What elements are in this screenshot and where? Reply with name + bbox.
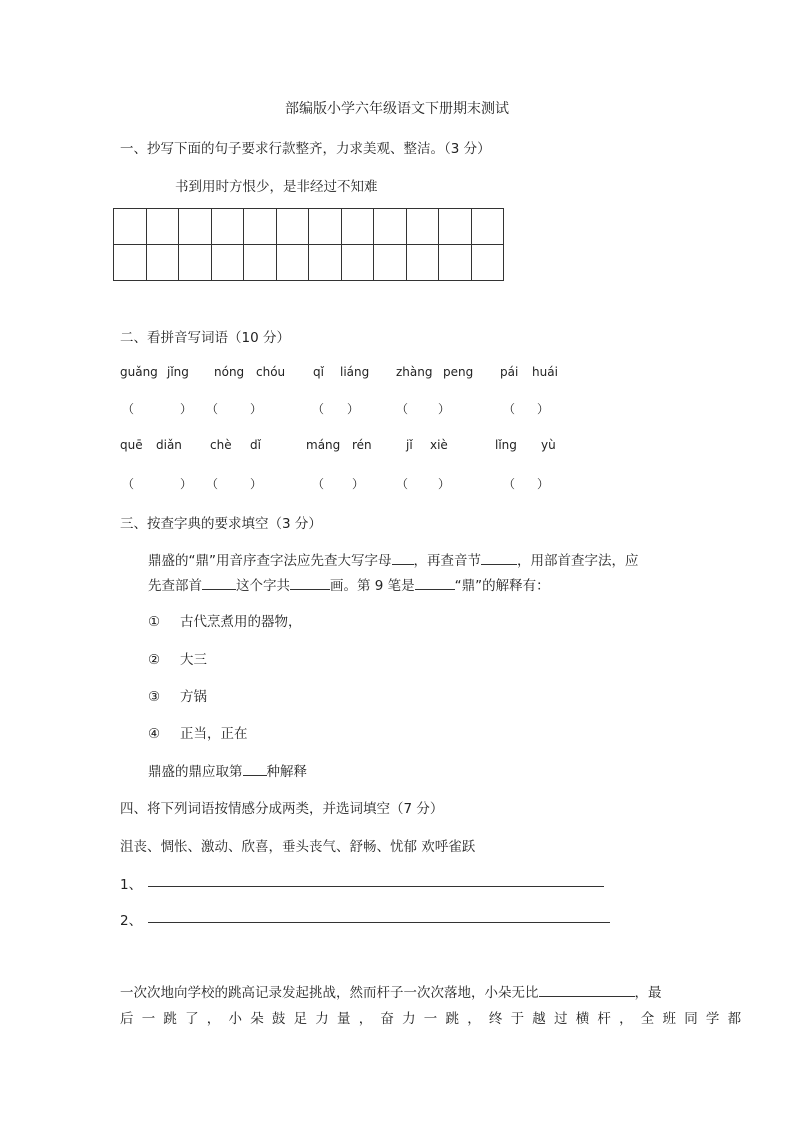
grid-row [114,209,504,245]
q3-heading: 三、按查字典的要求填空（3 分） [120,516,322,532]
grid-cell[interactable] [406,209,439,245]
passage-line-2: 后一跳了，小朵鼓足力量，奋力一跳，终于越过横杆，全班同学都 [120,1011,750,1027]
q4-word-list: 沮丧、惆怅、激动、欣喜，垂头丧气、舒畅、忧郁 欢呼雀跃 [120,839,476,855]
writing-grid[interactable] [113,208,504,281]
q3-text: ，用部首查字法，应 [517,553,639,569]
q3-text: 先查部首 [148,578,202,594]
answer-paren-close: ） [250,477,263,491]
answer-paren-close: ） [352,477,365,491]
answer-line-2[interactable] [148,922,610,923]
answer-paren-open: （ [122,402,135,416]
answer-paren-open: （ [396,402,409,416]
answer-paren-open: （ [206,477,219,491]
definition-option [148,685,207,705]
answer-paren-open: （ [503,477,516,491]
pinyin-syllable: chè [210,438,232,452]
grid-cell[interactable] [309,245,342,281]
pinyin-syllable: jǐng [167,365,189,379]
page-title: 部编版小学六年级语文下册期末测试 [285,101,509,117]
pinyin-syllable: qǐ [313,365,324,379]
answer-paren-open: （ [312,477,325,491]
answer-paren-close: ） [438,402,451,416]
grid-cell[interactable] [374,209,407,245]
pinyin-syllable: xiè [430,438,448,452]
answer-paren-open: （ [206,402,219,416]
grid-cell[interactable] [114,209,147,245]
grid-cell[interactable] [406,245,439,281]
q3-line-1 [148,549,639,569]
q3-text: 鼎盛的“鼎”用音序查字法应先查大写字母 [148,553,392,569]
blank-definition-number[interactable] [243,761,267,776]
grid-cell[interactable] [211,245,244,281]
option-number: ② [148,652,161,668]
grid-cell[interactable] [179,209,212,245]
pinyin-syllable: yù [541,438,556,452]
grid-cell[interactable] [276,209,309,245]
answer-label-2: 2、 [120,913,143,929]
q3-line-2 [148,574,550,594]
pinyin-syllable: quē [120,438,143,452]
answer-paren-close: ） [438,477,451,491]
blank-passage[interactable] [539,982,635,997]
option-text: 方锅 [180,689,207,705]
answer-line-1[interactable] [148,886,604,887]
grid-cell[interactable] [374,245,407,281]
pinyin-syllable: pái [500,365,519,379]
q3-text: 种解释 [266,764,307,780]
answer-paren-open: （ [312,402,325,416]
answer-paren-close: ） [180,477,193,491]
blank-ninth-stroke[interactable] [415,575,455,590]
grid-cell[interactable] [439,245,472,281]
pinyin-syllable: jǐ [406,438,413,452]
answer-paren-close: ） [537,402,550,416]
definition-option [148,610,302,630]
pinyin-syllable: máng [306,438,341,452]
answer-paren-close: ） [180,402,193,416]
pinyin-syllable: lǐng [495,438,517,452]
q3-text: ，再查音节 [413,553,481,569]
grid-cell[interactable] [439,209,472,245]
grid-cell[interactable] [341,245,374,281]
grid-cell[interactable] [341,209,374,245]
answer-paren-close: ） [537,477,550,491]
q2-heading: 二、看拼音写词语（10 分） [120,330,290,346]
definition-option [148,648,207,668]
blank-radical[interactable] [202,575,236,590]
grid-cell[interactable] [114,245,147,281]
option-text: 正当，正在 [180,726,248,742]
pinyin-syllable: peng [443,365,474,379]
option-text: 古代烹煮用的器物， [180,614,302,630]
pinyin-syllable: huái [532,365,558,379]
pinyin-syllable: guǎng [120,365,158,379]
q3-text: 画。第 9 笔是 [330,578,415,594]
definition-option [148,722,248,742]
grid-cell[interactable] [146,209,179,245]
passage-line-1 [120,980,662,1006]
blank-syllable[interactable] [481,550,517,565]
q4-heading: 四、将下列词语按情感分成两类，并选词填空（7 分） [120,801,444,817]
option-text: 大三 [180,652,207,668]
grid-cell[interactable] [211,209,244,245]
q3-text: 这个字共 [236,578,290,594]
pinyin-syllable: rén [352,438,372,452]
answer-label-1: 1、 [120,877,143,893]
pinyin-syllable: zhàng [396,365,433,379]
option-number: ④ [148,726,161,742]
grid-row [114,245,504,281]
answer-paren-open: （ [396,477,409,491]
grid-cell[interactable] [471,245,504,281]
grid-cell[interactable] [146,245,179,281]
passage-text: ，最 [634,985,662,1001]
q3-final-line [148,760,307,780]
blank-stroke-count[interactable] [290,575,330,590]
grid-cell[interactable] [276,245,309,281]
pinyin-syllable: nóng [214,365,245,379]
option-number: ③ [148,689,161,705]
grid-cell[interactable] [179,245,212,281]
passage-text: 一次次地向学校的跳高记录发起挑战，然而杆子一次次落地，小朵无比 [120,985,539,1001]
q1-heading: 一、抄写下面的句子要求行款整齐，力求美观、整洁。（3 分） [120,141,491,157]
pinyin-syllable: liáng [340,365,370,379]
answer-paren-close: ） [347,402,360,416]
grid-cell[interactable] [244,245,277,281]
pinyin-syllable: chóu [256,365,286,379]
answer-paren-open: （ [503,402,516,416]
q3-text: “鼎”的解释有： [454,578,550,594]
blank-letter[interactable] [392,550,414,565]
q1-sentence: 书到用时方恨少，是非经过不知难 [175,179,378,195]
grid-cell[interactable] [309,209,342,245]
grid-cell[interactable] [471,209,504,245]
grid-cell[interactable] [244,209,277,245]
answer-paren-open: （ [122,477,135,491]
option-number: ① [148,614,161,630]
q3-text: 鼎盛的鼎应取第 [148,764,243,780]
answer-paren-close: ） [250,402,263,416]
pinyin-syllable: diǎn [156,438,182,452]
pinyin-syllable: dǐ [250,438,261,452]
